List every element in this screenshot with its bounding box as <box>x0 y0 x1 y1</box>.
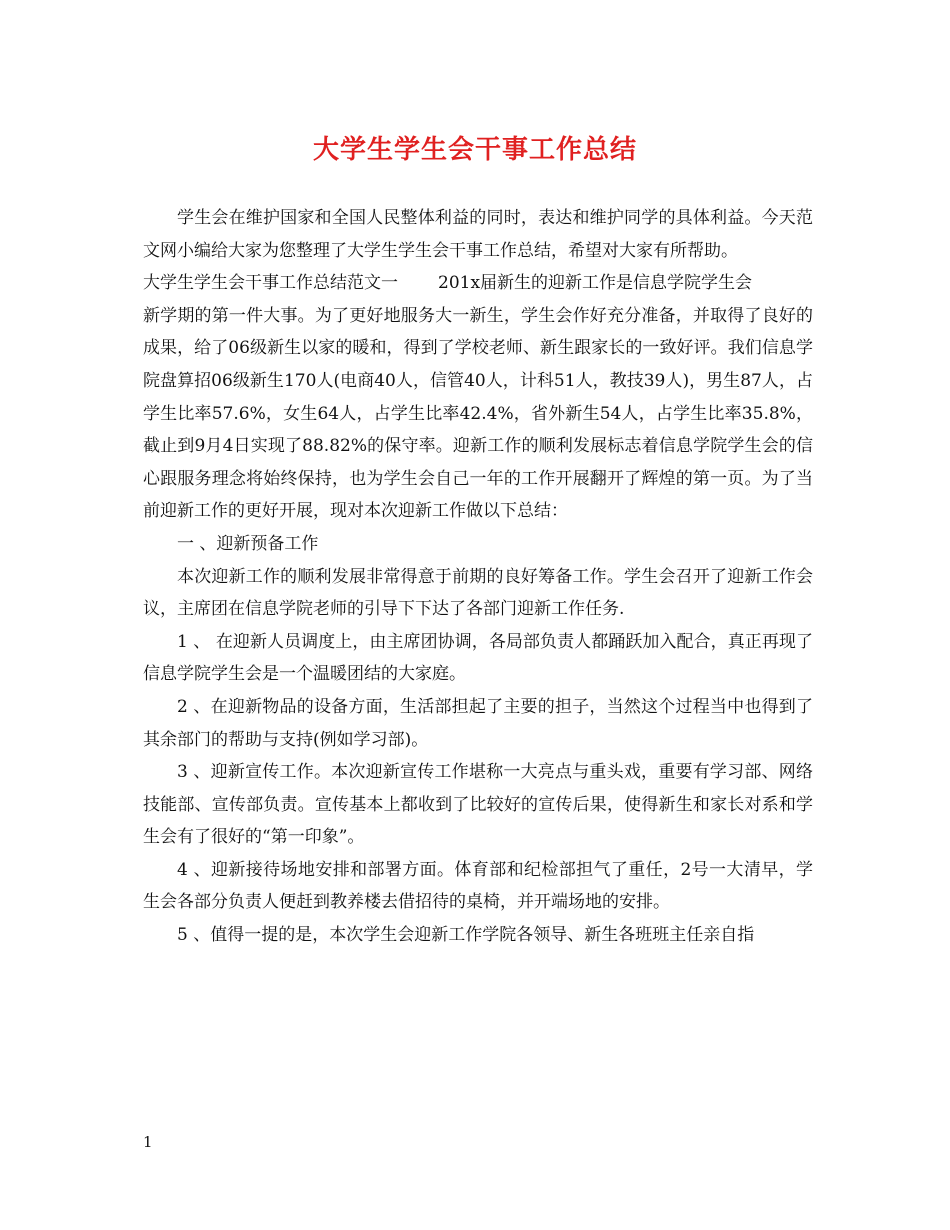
paragraph-preparation: 本次迎新工作的顺利发展非常得意于前期的良好筹备工作。学生会召开了迎新工作会议，主席团在信息学院老师的引导下下达了各部门迎新工作任务. <box>143 566 813 620</box>
document-body <box>143 202 813 952</box>
section-first-sentence: 201x届新生的迎新工作是信息学院学生会 <box>438 273 753 294</box>
document-title: 大学生学生会干事工作总结 <box>312 135 637 165</box>
section-label: 大学生学生会干事工作总结范文一 <box>143 273 398 294</box>
section-intro-line <box>143 267 813 300</box>
page-number: 1 <box>143 1133 153 1151</box>
section-paragraph: 新学期的第一件大事。为了更好地服务大一新生，学生会作好充分准备，并取得了良好的成果，给了06级新生以家的暖和，得到了学校老师、新生跟家长的一致好评。我们信息学院盘算招06级新生170人(电商40人，信管40人，计科51人，教技39人)，男生87人，占学生比率57.6%，女生64人，占学生比率42.4%，省外新生54人，占学生比率35.8%，截止到9月4日实现了88.82%的保守率。迎新工作的顺利发展标志着信息学院学生会的信心跟服务理念将始终保持，也为学生会自己一年的工作开展翻开了辉煌的第一页。为了当前迎新工作的更好开展，现对本次迎新工作做以下总结： <box>143 305 813 522</box>
list-item-5: 5 、值得一提的是，本次学生会迎新工作学院各领导、新生各班班主任亲自指 <box>177 925 755 946</box>
list-item-1: 1 、 在迎新人员调度上，由主席团协调，各局部负责人都踊跃加入配合，真正再现了信息学院学生会是一个温暖团结的大家庭。 <box>143 631 813 685</box>
list-item-3: 3 、迎新宣传工作。本次迎新宣传工作堪称一大亮点与重头戏，重要有学习部、网络技能部、宣传部负责。宣传基本上都收到了比较好的宣传后果，使得新生和家长对系和学生会有了很好的“第一印象”。 <box>143 762 813 848</box>
list-item-4: 4 、迎新接待场地安排和部署方面。体育部和纪检部担气了重任，2号一大清早，学生会各部分负责人便赶到教养楼去借招待的桌椅，并开端场地的安排。 <box>143 859 813 913</box>
heading-preparation: 一 、迎新预备工作 <box>177 533 319 554</box>
list-item-2: 2 、在迎新物品的设备方面，生活部担起了主要的担子，当然这个过程当中也得到了其余部门的帮助与支持(例如学习部)。 <box>143 696 813 750</box>
intro-paragraph: 学生会在维护国家和全国人民整体利益的同时，表达和维护同学的具体利益。今天范文网小编给大家为您整理了大学生学生会干事工作总结，希望对大家有所帮助。 <box>143 208 813 261</box>
